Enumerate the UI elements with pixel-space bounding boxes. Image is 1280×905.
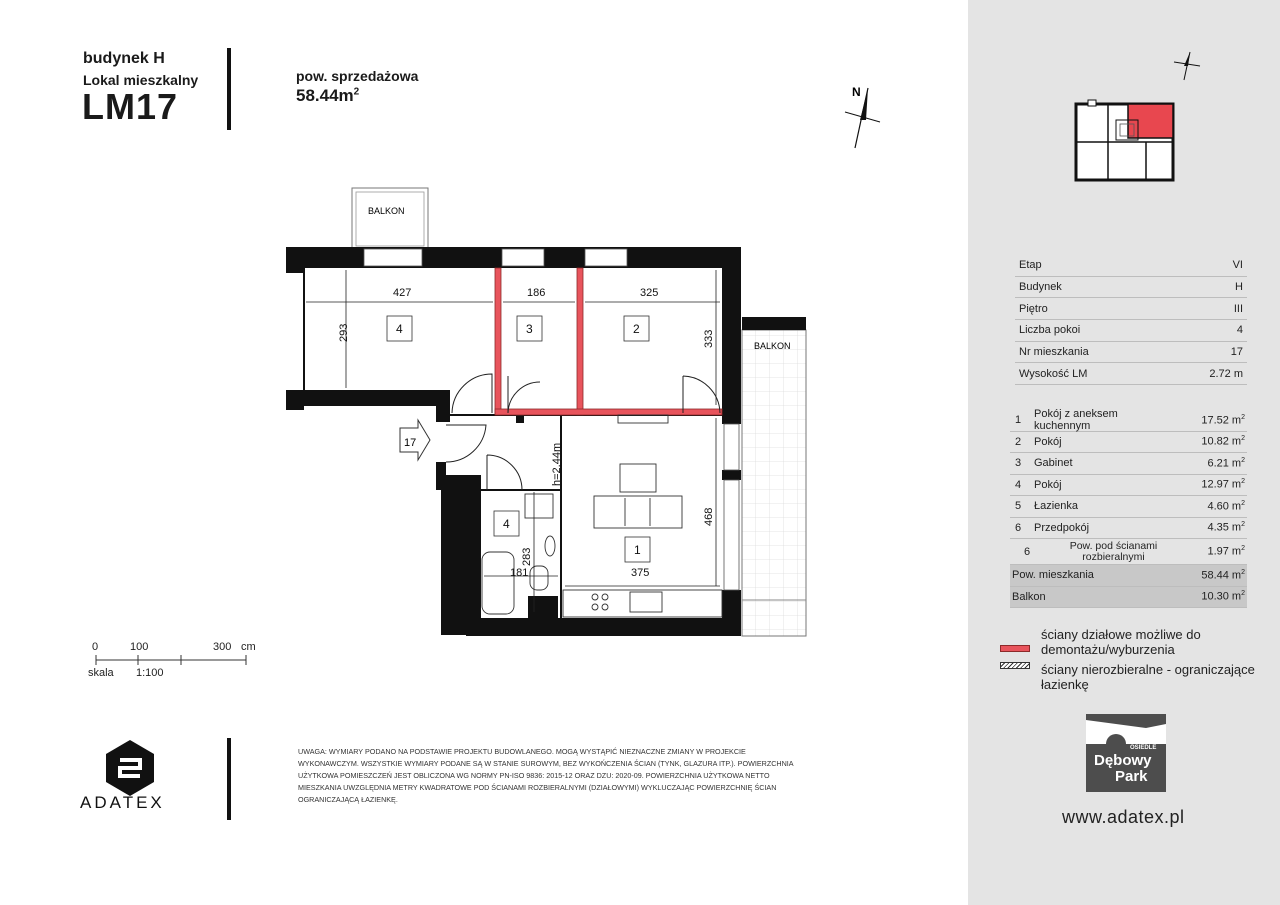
dim-bath-width: 181 (510, 567, 529, 579)
total-area-row: Pow. mieszkania 58.44 $m^2$ (1010, 565, 1247, 587)
info-row-rooms: Liczba pokoi 4 (1015, 320, 1247, 342)
footer-divider (227, 738, 231, 820)
room-number-bath: 4 (503, 517, 510, 531)
info-row-apartment-number: Nr mieszkania 17 (1015, 342, 1247, 364)
windows (364, 249, 739, 590)
park-name-line1: Dębowy (1094, 752, 1152, 769)
balcony-area-row: Balkon 10.30 $m^2$ (1010, 587, 1247, 609)
sales-area-label: pow. sprzedażowa (296, 68, 419, 84)
park-small-label: OSIEDLE (1130, 745, 1157, 751)
dimension-lines (306, 270, 720, 612)
unit-type-label: Lokal mieszkalny (83, 72, 199, 88)
compass-letter: N (852, 85, 861, 99)
room-row: 6 Przedpokój 4.35 $m^2$ (1010, 518, 1247, 540)
adatex-logo-text: ADATEX (80, 793, 165, 812)
scale-tick-100: 100 (130, 641, 149, 653)
scale-label: skala (88, 667, 114, 679)
legend-red-swatch (1000, 645, 1030, 652)
room-row: 5 Łazienka 4.60 $m^2$ (1010, 496, 1247, 518)
dim-room4-height: 293 (338, 323, 350, 342)
room-number-1: 1 (634, 543, 641, 557)
dim-room1-height: 468 (703, 507, 715, 526)
info-row-building: Budynek H (1015, 277, 1247, 299)
sales-area-value: $58.44m^2$ (296, 86, 360, 105)
north-arrow-icon (1174, 52, 1200, 80)
room-row: 2 Pokój 10.82 $m^2$ (1010, 432, 1247, 454)
entrance-arrow-icon (400, 420, 430, 460)
dim-bath-height: 283 (521, 547, 533, 566)
scale-bar (96, 655, 246, 665)
rooms-table (1010, 410, 1247, 608)
info-row-height: Wysokość LM 2.72 m (1015, 363, 1247, 385)
balcony-top-label: BALKON (368, 206, 405, 216)
dim-room2-height: 333 (703, 329, 715, 348)
compass-icon (845, 85, 880, 148)
dim-room1-width: 375 (631, 567, 650, 579)
room-row: 4 Pokój 12.97 $m^2$ (1010, 475, 1247, 497)
interior-walls (304, 268, 722, 618)
room-row: 1 Pokój z aneksem kuchennym 17.52 $m^2$ (1010, 410, 1247, 432)
balcony-top (352, 188, 428, 248)
info-row-floor: Piętro III (1015, 298, 1247, 320)
info-row-stage: Etap VI (1015, 255, 1247, 277)
scale-ratio: 1:100 (136, 667, 164, 679)
disclaimer-note: UWAGA: WYMIARY PODANO NA PODSTAWIE PROJEKTU BUDOWLANEGO. MOGĄ WYSTĄPIĆ NIEZNACZNE ZMIANY W PROJEKCIE WYKONAWCZYM. WSZYSTKIE WYMIARY PODANE SĄ W STANIE SUROWYM, BEZ WYKOŃCZENIA ŚCIAN (TYNK, GLAZURA ITP.). POWIERZCHNIA UŻYTKOWA POMIESZCZEŃ JEST OBLICZONA WG NORMY PN-ISO 9836: 2015-12 ORAZ DZU: 2020-09. POWIERZCHNIA UŻYTKOWA NETTO MIESZKANIA UWZGLĘDNIA METRY KWADRATOWE POD ŚCIANAMI ROZBIERALNYMI (DZIAŁOWYMI) WYKLUCZAJĄC POWIERZCHNIĘ ŚCIAN OGRANICZAJĄCĄ ŁAZIENKĘ. (298, 747, 794, 804)
balcony-right (742, 330, 806, 636)
entrance-number: 17 (404, 437, 417, 449)
legend-hatch-swatch (1000, 662, 1030, 669)
room-number-4: 4 (396, 322, 403, 336)
height-note: h=2.44m (551, 442, 563, 486)
park-name-line2: Park (1115, 768, 1148, 785)
dim-room2-width: 325 (640, 287, 659, 299)
tree-icon (1086, 714, 1166, 744)
room-number-3: 3 (526, 322, 533, 336)
balcony-right-label: BALKON (754, 341, 791, 351)
scale-unit: cm (241, 641, 256, 653)
scale-tick-0: 0 (92, 641, 99, 653)
room-row: 3 Gabinet 6.21 $m^2$ (1010, 453, 1247, 475)
website-link[interactable]: www.adatex.pl (1062, 807, 1185, 827)
key-plan-svg (968, 0, 1280, 200)
legend-bearing-walls: ściany nierozbieralne - ograniczające łazienkę (1041, 662, 1255, 692)
dim-room4-width: 427 (393, 287, 412, 299)
building-label: budynek H (83, 50, 165, 67)
room-row: 6 Pow. pod ścianami rozbieralnymi 1.97 $m^2$ (1010, 539, 1247, 565)
unit-info-table (1015, 255, 1247, 385)
dim-room3-width: 186 (527, 287, 546, 299)
room-number-2: 2 (633, 322, 640, 336)
adatex-logo-icon (106, 740, 154, 796)
key-plan-highlight (1128, 104, 1173, 138)
legend-removable-walls: ściany działowe możliwe do demontażu/wyburzenia (1041, 627, 1201, 657)
scale-tick-300: 300 (213, 641, 232, 653)
unit-id: LM17 (82, 86, 179, 127)
